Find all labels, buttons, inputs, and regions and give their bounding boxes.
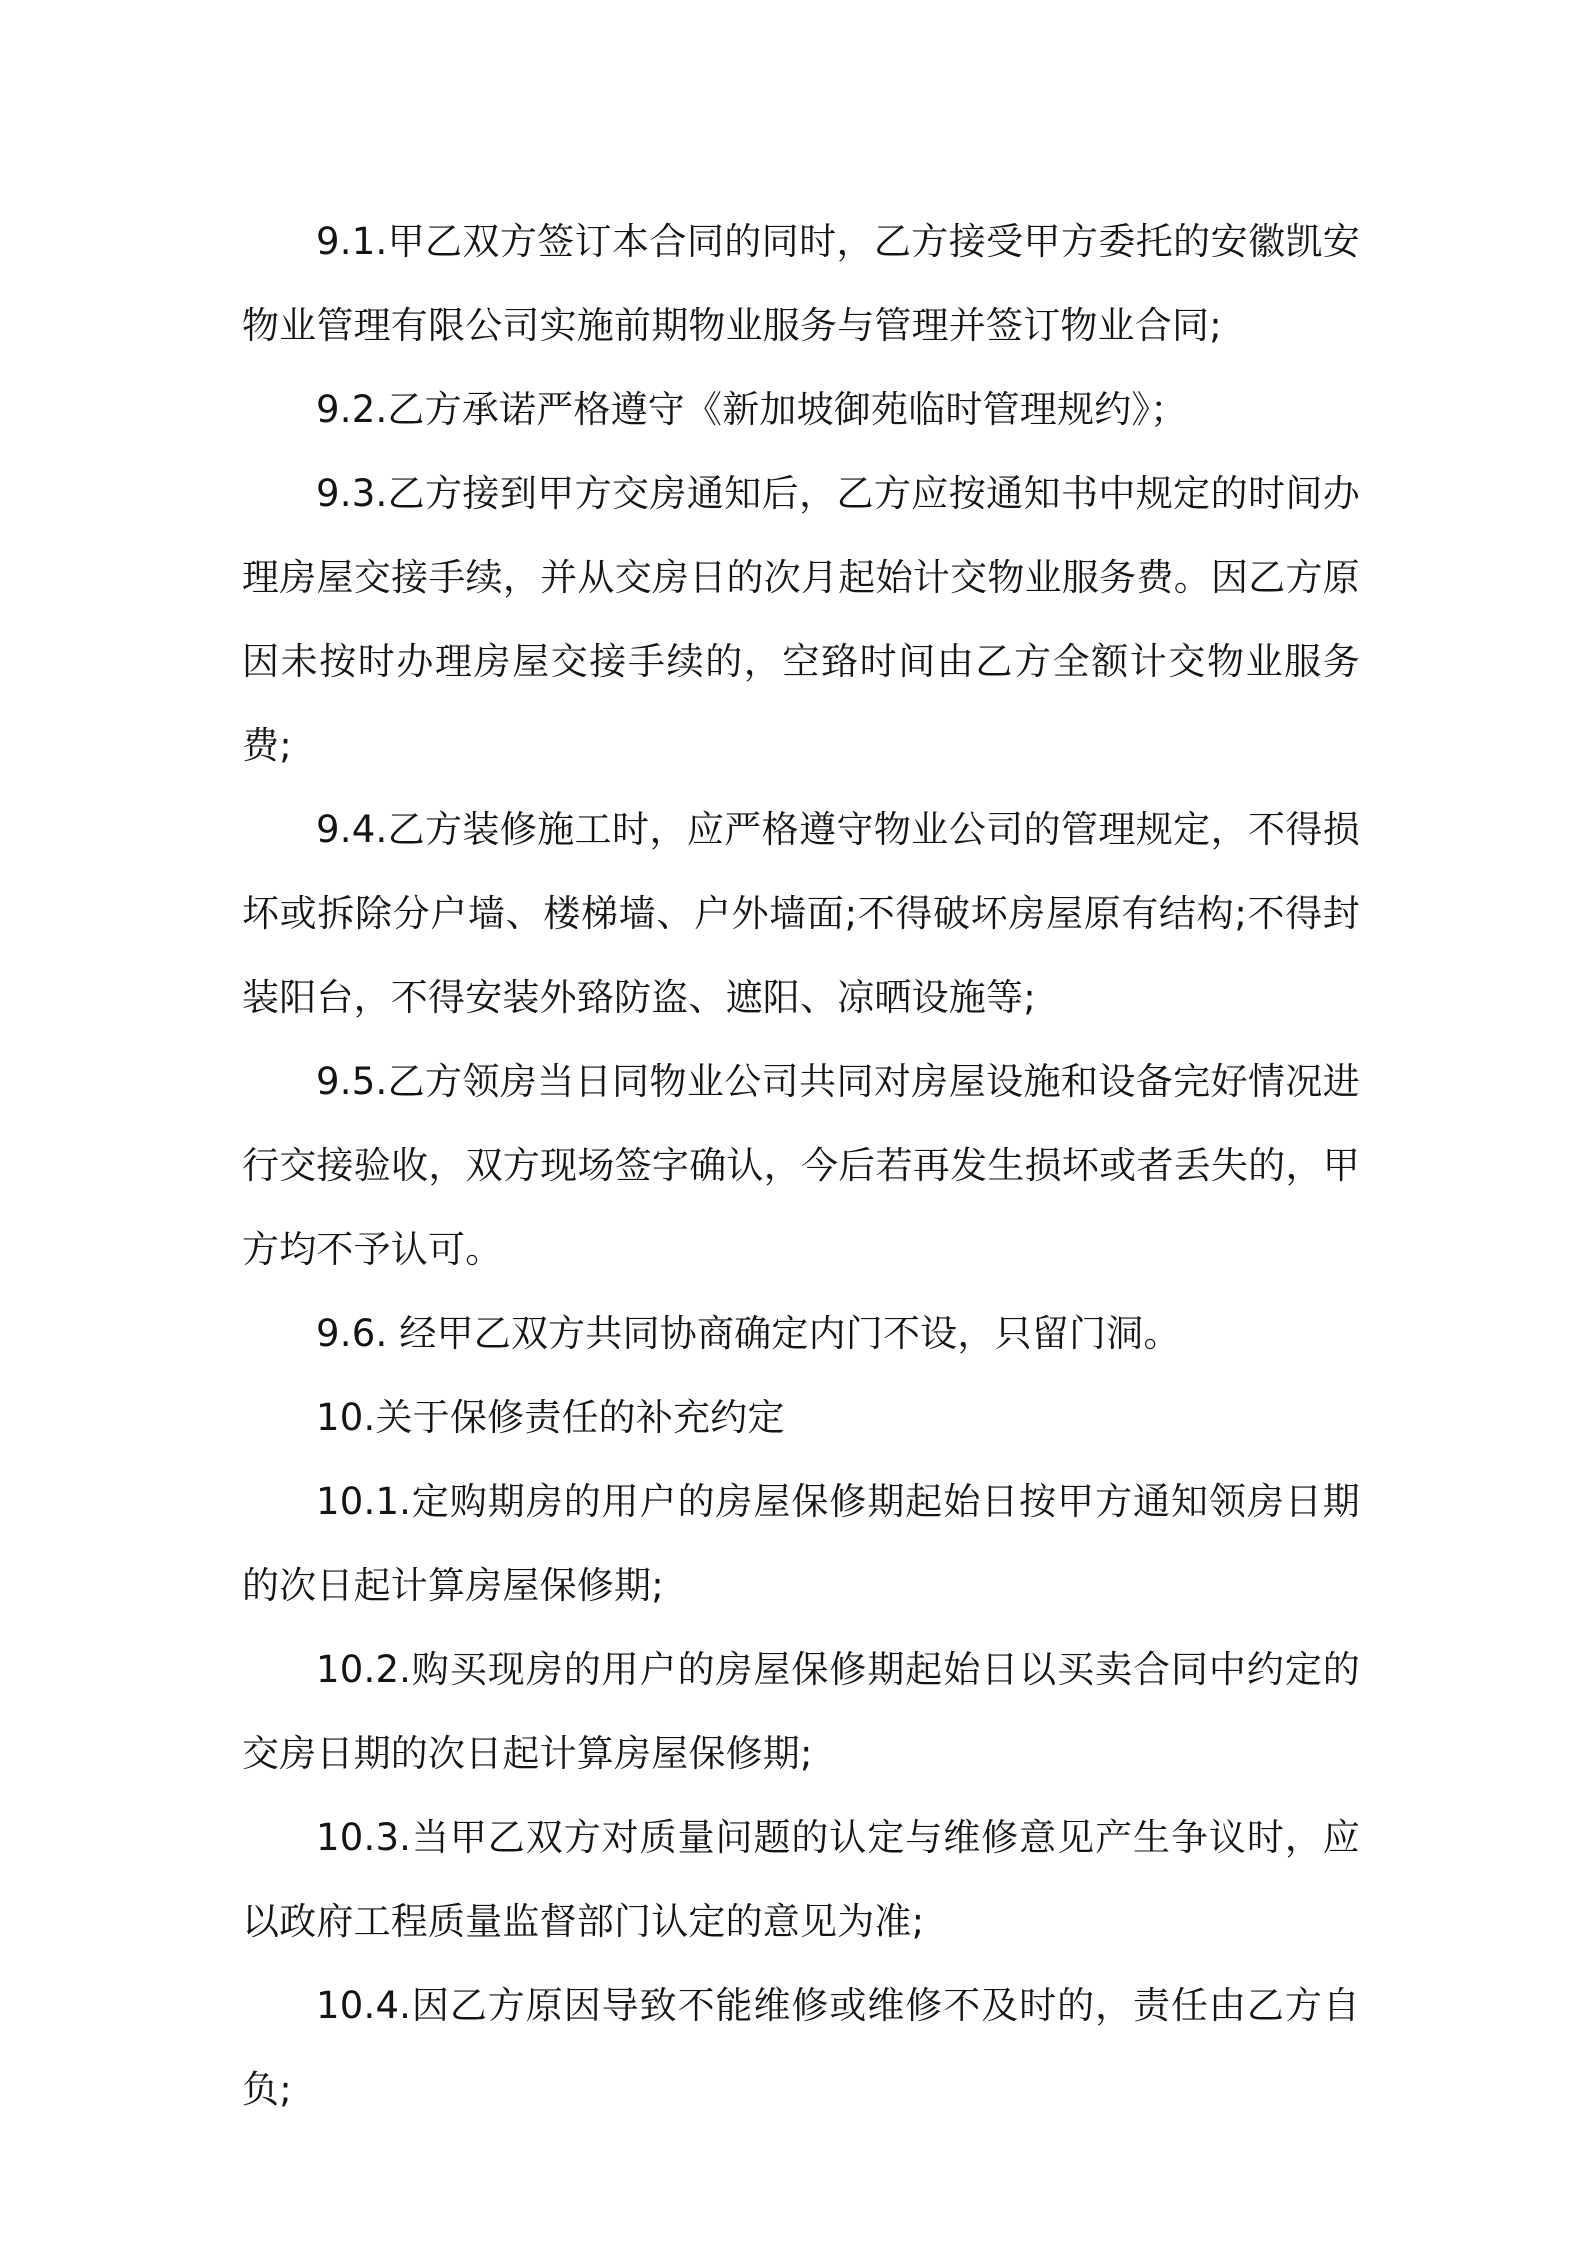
clause-10-2: 10.2.购买现房的用户的房屋保修期起始日以买卖合同中约定的交房日期的次日起计算房屋保修期; — [242, 1648, 1360, 1775]
clause-10-1: 10.1.定购期房的用户的房屋保修期起始日按甲方通知领房日期的次日起计算房屋保修期; — [242, 1480, 1360, 1607]
clause-9-5: 9.5.乙方领房当日同物业公司共同对房屋设施和设备完好情况进行交接验收，双方现场签字确认，今后若再发生损坏或者丢失的，甲方均不予认可。 — [242, 1060, 1360, 1271]
clause-9-3: 9.3.乙方接到甲方交房通知后，乙方应按通知书中规定的时间办理房屋交接手续，并从交房日的次月起始计交物业服务费。因乙方原因未按时办理房屋交接手续的，空臵时间由乙方全额计交物业服务费; — [242, 472, 1360, 767]
section-10-heading: 10.关于保修责任的补充约定 — [316, 1396, 785, 1439]
clause-9-1: 9.1.甲乙双方签订本合同的同时，乙方接受甲方委托的安徽凯安物业管理有限公司实施前期物业服务与管理并签订物业合同; — [242, 220, 1360, 347]
clause-9-2: 9.2.乙方承诺严格遵守《新加坡御苑临时管理规约》； — [316, 388, 1188, 431]
document-body — [242, 200, 1360, 2132]
clause-10-4: 10.4.因乙方原因导致不能维修或维修不及时的，责任由乙方自负; — [242, 1984, 1360, 2111]
clause-9-4: 9.4.乙方装修施工时，应严格遵守物业公司的管理规定，不得损坏或拆除分户墙、楼梯墙、户外墙面;不得破坏房屋原有结构;不得封装阳台，不得安装外臵防盗、遮阳、凉晒设施等; — [242, 808, 1360, 1019]
clause-9-6: 9.6. 经甲乙双方共同协商确定内门不设，只留门洞。 — [316, 1312, 1181, 1355]
clause-10-3: 10.3.当甲乙双方对质量问题的认定与维修意见产生争议时，应以政府工程质量监督部门认定的意见为准; — [242, 1816, 1360, 1943]
